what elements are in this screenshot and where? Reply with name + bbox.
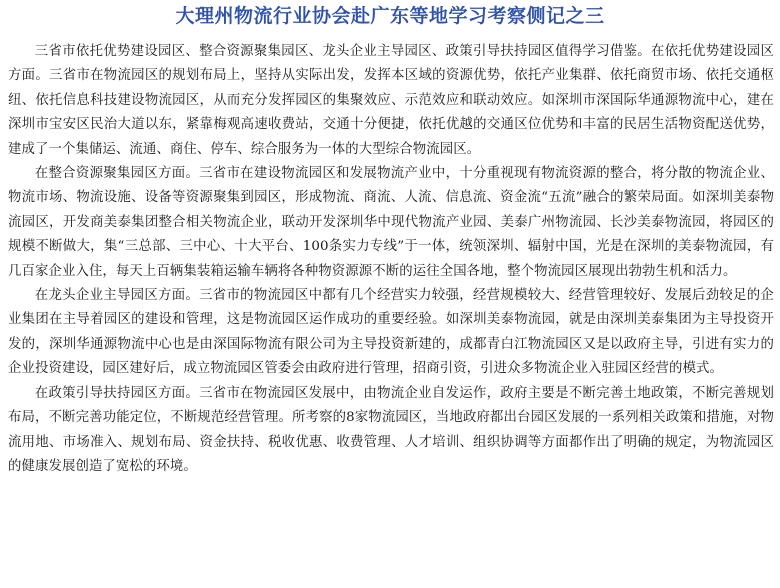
article-paragraph: 三省市依托优势建设园区、整合资源聚集园区、龙头企业主导园区、政策引导扶持园区值得学习借鉴。在依托优势建设园区方面。三省市在物流园区的规划布局上，坚持从实际出发，发挥本区域的资源优势，依托产业集群、依托商贸市场、依托交通枢纽、依托信息科技建设物流园区，从而充分发挥园区的集聚效应、示范效应和联动效应。如深圳市深国际华通源物流中心，建在深圳市宝安区民治大道以东，紧靠梅观高速收费站，交通十分便捷，依托优越的交通区位优势和丰富的民居生活物资配送优势，建成了一个集储运、流通、商住、停车、综合服务为一体的大型综合物流园区。: [8, 44, 774, 157]
article-title: 大理州物流行业协会赴广东等地学习考察侧记之三: [175, 5, 605, 27]
article-paragraph: 在政策引导扶持园区方面。三省市在物流园区发展中，由物流企业自发运作，政府主要是不断完善土地政策，不断完善规划布局，不断完善功能定位，不断规范经营管理。所考察的8家物流园区，当地政府都出台园区发展的一系列相关政策和措施，对物流用地、市场准入、规划布局、资金扶持、税收优惠、收费管理、人才培训、组织协调等方面都作出了明确的规定，为物流园区的健康发展创造了宽松的环境。: [8, 385, 774, 474]
article-paragraph: 在龙头企业主导园区方面。三省市的物流园区中都有几个经营实力较强，经营规模较大、经营管理较好、发展后劲较足的企业集团在主导着园区的建设和管理，这是物流园区运作成功的重要经验。如深圳美泰物流园，就是由深圳美泰集团为主导投资开发的，深圳华通源物流中心也是由深国际物流有限公司为主导投资新建的，成都青白江物流园区又是以政府主导，引进有实力的企业投资建设，园区建好后，成立物流园区管委会由政府进行管理，招商引资，引进众多物流企业入驻园区经营的模式。: [8, 288, 774, 377]
article-body: [8, 40, 774, 479]
article-paragraph: 在整合资源聚集园区方面。三省市在建设物流园区和发展物流产业中，十分重视现有物流资源的整合，将分散的物流企业、物流市场、物流设施、设备等资源聚集到园区，形成物流、商流、人流、信息流、资金流“五流”融合的繁荣局面。如深圳美泰物流园区，开发商美泰集团整合相关物流企业，联动开发深圳华中现代物流产业园、美泰广州物流园、长沙美泰物流园，将园区的规模不断做大，集“三总部、三中心、十大平台、100条实力专线”于一体，统领深圳、辐射中国，光是在深圳的美泰物流园，有几百家企业入住，每天上百辆集装箱运输车辆将各种物资源源不断的运往全国各地，整个物流园区展现出勃勃生机和活力。: [8, 166, 774, 279]
